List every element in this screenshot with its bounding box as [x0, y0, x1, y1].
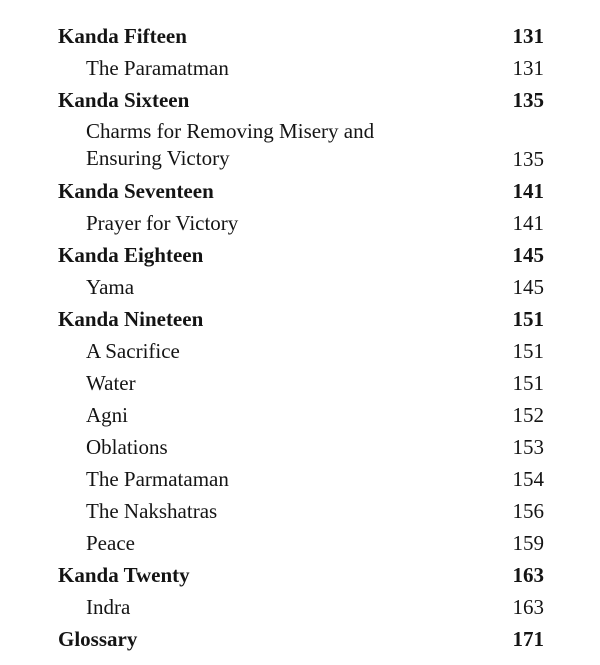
entry-page-number: 135 [512, 88, 544, 112]
entry-page-number: 135 [512, 147, 544, 171]
toc-section-oblations [58, 431, 544, 463]
toc-section-a-sacrifice [58, 335, 544, 367]
entry-title [58, 116, 466, 172]
entry-title: Kanda Eighteen [58, 243, 204, 267]
toc-chapter-glossary [58, 623, 544, 655]
entry-page-number: 145 [512, 243, 544, 267]
entry-title: The Nakshatras [86, 499, 218, 523]
toc-chapter-kanda-fifteen [58, 20, 544, 52]
toc-section-water [58, 367, 544, 399]
entry-page-number: 154 [512, 467, 544, 491]
toc-section-indra [58, 591, 544, 623]
entry-page-number: 163 [512, 563, 544, 587]
entry-title-line-1: Charms for Removing Misery and [86, 119, 375, 143]
entry-title: Kanda Fifteen [58, 24, 187, 48]
entry-page-number: 153 [512, 435, 544, 459]
toc-chapter-kanda-eighteen [58, 239, 544, 271]
toc-section-the-parmataman [58, 463, 544, 495]
toc-chapter-kanda-seventeen [58, 175, 544, 207]
entry-page-number: 159 [512, 531, 544, 555]
entry-page-number: 145 [512, 275, 544, 299]
toc-chapter-kanda-twenty [58, 559, 544, 591]
toc-chapter-kanda-nineteen [58, 303, 544, 335]
toc-chapter-kanda-sixteen [58, 84, 544, 116]
entry-page-number: 141 [512, 179, 544, 203]
entry-page-number: 152 [512, 403, 544, 427]
entry-title: Kanda Sixteen [58, 88, 190, 112]
entry-title: Yama [86, 275, 135, 299]
table-of-contents [58, 20, 544, 655]
entry-page-number: 171 [512, 627, 544, 651]
entry-page-number: 151 [512, 371, 544, 395]
toc-section-the-paramatman [58, 52, 544, 84]
entry-page-number: 141 [512, 211, 544, 235]
toc-section-peace [58, 527, 544, 559]
toc-section-prayer-for-victory [58, 207, 544, 239]
entry-title: Peace [86, 531, 135, 555]
entry-title: Agni [86, 403, 128, 427]
entry-title: Kanda Seventeen [58, 179, 214, 203]
entry-title: Oblations [86, 435, 168, 459]
entry-title: A Sacrifice [86, 339, 180, 363]
toc-section-charms-for-removing-misery [58, 116, 544, 175]
entry-title: Kanda Nineteen [58, 307, 204, 331]
entry-page-number: 151 [512, 339, 544, 363]
entry-title: Kanda Twenty [58, 563, 190, 587]
entry-title-line-2: Ensuring Victory [86, 146, 230, 170]
entry-title: The Parmataman [86, 467, 229, 491]
entry-title: Glossary [58, 627, 138, 651]
toc-section-the-nakshatras [58, 495, 544, 527]
entry-title: The Paramatman [86, 56, 229, 80]
toc-section-agni [58, 399, 544, 431]
toc-section-yama [58, 271, 544, 303]
entry-title: Indra [86, 595, 131, 619]
entry-page-number: 156 [512, 499, 544, 523]
entry-page-number: 163 [512, 595, 544, 619]
entry-title: Water [86, 371, 136, 395]
entry-title: Prayer for Victory [86, 211, 239, 235]
entry-page-number: 151 [512, 307, 544, 331]
entry-page-number: 131 [512, 24, 544, 48]
entry-page-number: 131 [512, 56, 544, 80]
